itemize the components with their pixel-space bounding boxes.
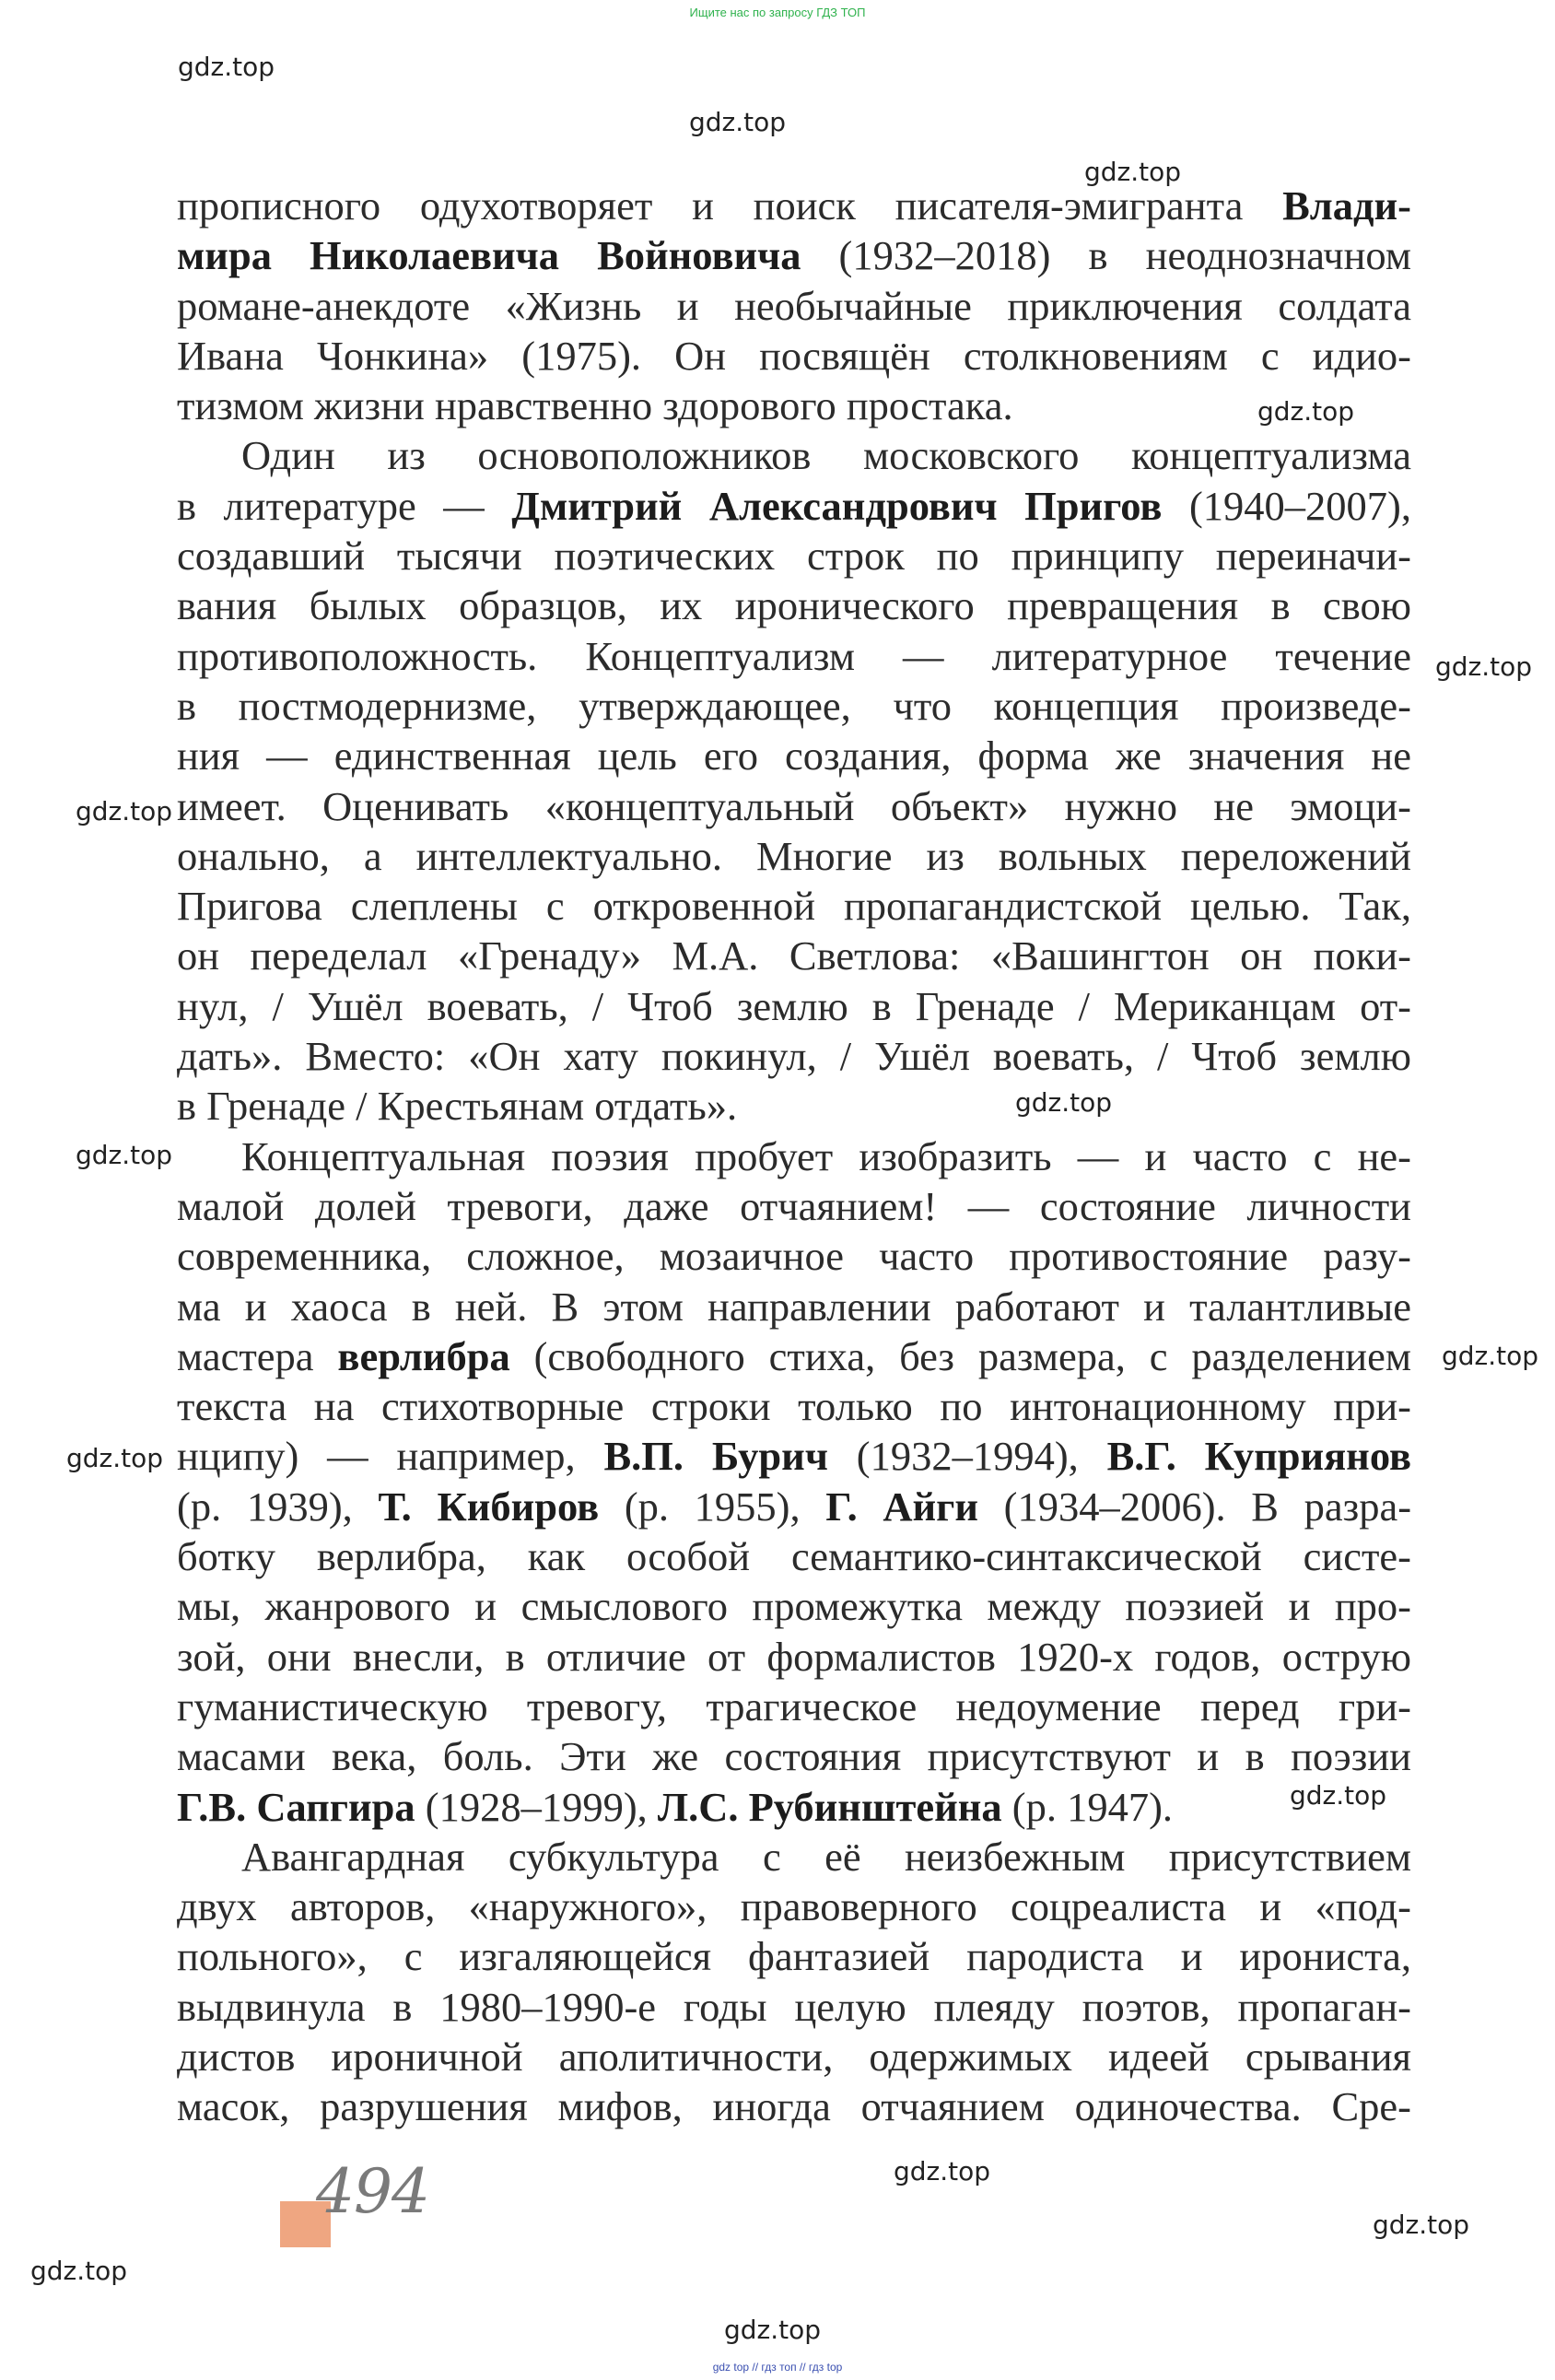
text-line: в постмодернизме, утверждающее, что концепция произведе- [177, 682, 1411, 729]
text-line: создавший тысячи поэтических строк по принципу переиначи- [177, 533, 1411, 580]
text-run: (1928–1999), [415, 1783, 658, 1830]
text-line: противоположность. Концептуализм — литературное течение [177, 632, 1411, 679]
author-name: Г.В. Сапгира [177, 1783, 415, 1830]
watermark: gdz.top [76, 796, 173, 827]
author-name: Т. Кибиров [378, 1483, 600, 1530]
text-line: современника, сложное, мозаичное часто противостояние разу- [177, 1233, 1411, 1280]
footer-note: gdz top // гдз топ // гдз top [712, 2361, 843, 2374]
text-line: Авангардная субкультура с её неизбежным присутствием [241, 1833, 1411, 1880]
text-run: в литературе — [177, 482, 512, 529]
text-line [177, 1482, 1411, 1531]
watermark: gdz.top [689, 107, 787, 137]
text-run: мастера [177, 1332, 338, 1379]
text-line: в Гренаде / Крестьянам отдать». [177, 1083, 738, 1130]
text-line: Один из основоположников московского концептуализма [241, 432, 1411, 479]
body-text [177, 181, 1411, 2132]
text-line: вания былых образцов, их иронического превращения в свою [177, 582, 1411, 629]
text-line: текста на стихотворные строки только по интонационному при- [177, 1383, 1411, 1430]
text-line: дистов ироничной аполитичности, одержимых идеей срывания [177, 2033, 1411, 2080]
watermark: gdz.top [1257, 396, 1355, 427]
watermark: gdz.top [178, 52, 275, 82]
text-line: онально, а интеллектуально. Многие из вольных переложений [177, 832, 1411, 879]
text-run: (1932–1994), [827, 1433, 1107, 1480]
text-line: мы, жанрового и смыслового промежутка между поэзией и про- [177, 1583, 1411, 1630]
text-line [177, 1782, 1411, 1832]
text-line: романе-анекдоте «Жизнь и необычайные приключения солдата [177, 282, 1411, 329]
watermark: gdz.top [1084, 157, 1182, 187]
text-line: ния — единственная цель его создания, форма же значения не [177, 733, 1411, 780]
text-run: (свободного стиха, без размера, с разделением [509, 1332, 1411, 1379]
watermark: gdz.top [1435, 651, 1533, 682]
text-line: он переделал «Гренаду» М.А. Светлова: «Вашингтон он поки- [177, 932, 1411, 979]
text-line: польного», с изгаляющейся фантазией пародиста и ирониста, [177, 1933, 1411, 1980]
text-line: имеет. Оценивать «концептуальный объект» нужно не эмоци- [177, 782, 1411, 829]
author-name: Дмитрий Александрович Пригов [511, 482, 1163, 529]
text-line [177, 230, 1411, 280]
watermark: gdz.top [1373, 2210, 1470, 2240]
text-line [177, 1331, 1411, 1381]
term: верлибра [337, 1332, 510, 1379]
text-line: гуманистическую тревогу, трагическое недоумение перед гри- [177, 1682, 1411, 1729]
text-line: Концептуальная поэзия пробует изобразить — и часто с не- [241, 1132, 1411, 1179]
text-line: Пригова слеплены с откровенной пропагандистской целью. Так, [177, 883, 1411, 930]
watermark: gdz.top [724, 2315, 822, 2345]
text-line: нул, / Ушёл воевать, / Чтоб землю в Гренаде / Мериканцам от- [177, 982, 1411, 1029]
text-line: масами века, боль. Эти же состояния присутствуют и в поэзии [177, 1733, 1411, 1780]
text-run: прописного одухотворяет и поиск писателя-эмигранта [177, 182, 1283, 229]
text-line: тизмом жизни нравственно здорового простака. [177, 382, 1013, 429]
watermark: gdz.top [1015, 1087, 1113, 1118]
text-line: ботку верлибра, как особой семантико-синтаксической систе- [177, 1533, 1411, 1580]
watermark: gdz.top [30, 2256, 128, 2286]
page-number: 494 [316, 2156, 429, 2227]
text-line: малой долей тревоги, даже отчаянием! — состояние личности [177, 1182, 1411, 1229]
text-run: (1934–2006). В разра- [977, 1483, 1412, 1530]
watermark: gdz.top [1290, 1780, 1387, 1811]
author-name: Г. Айги [825, 1483, 978, 1530]
text-line [177, 1431, 1411, 1481]
author-name: В.П. Бурич [603, 1433, 828, 1480]
text-line: Ивана Чонкина» (1975). Он посвящён столкновениям с идио- [177, 332, 1411, 379]
text-line: масок, разрушения мифов, иногда отчаянием одиночества. Сре- [177, 2083, 1411, 2130]
text-line: ма и хаоса в ней. В этом направлении работают и талантливые [177, 1283, 1411, 1330]
watermark: gdz.top [66, 1443, 164, 1473]
text-run: (1940–2007), [1162, 482, 1411, 529]
author-name: Л.С. Рубинштейна [657, 1783, 1002, 1830]
text-run: нципу) — например, [177, 1433, 604, 1480]
text-line [177, 181, 1411, 230]
text-run: (1932–2018) в неоднозначном [801, 232, 1411, 279]
author-name: Влади- [1282, 182, 1411, 229]
text-line: выдвинула в 1980–1990-е годы целую плеяду поэтов, пропаган- [177, 1983, 1411, 2030]
text-line: двух авторов, «наружного», правоверного соцреалиста и «под- [177, 1883, 1411, 1930]
text-line [177, 481, 1411, 531]
text-line: зой, они внесли, в отличие от формалистов 1920-х годов, острую [177, 1633, 1411, 1680]
author-name: В.Г. Куприянов [1106, 1433, 1411, 1480]
text-run: (р. 1947). [1001, 1783, 1174, 1830]
text-run: (р. 1955), [599, 1483, 826, 1530]
author-name: мира Николаевича Войновича [177, 232, 801, 279]
header-note: Ищите нас по запросу ГДЗ ТОП [689, 6, 866, 19]
text-run: (р. 1939), [177, 1483, 379, 1530]
text-line: дать». Вместо: «Он хату покинул, / Ушёл воевать, / Чтоб землю [177, 1033, 1411, 1080]
watermark: gdz.top [894, 2156, 991, 2187]
watermark: gdz.top [76, 1140, 173, 1170]
watermark: gdz.top [1442, 1341, 1539, 1371]
